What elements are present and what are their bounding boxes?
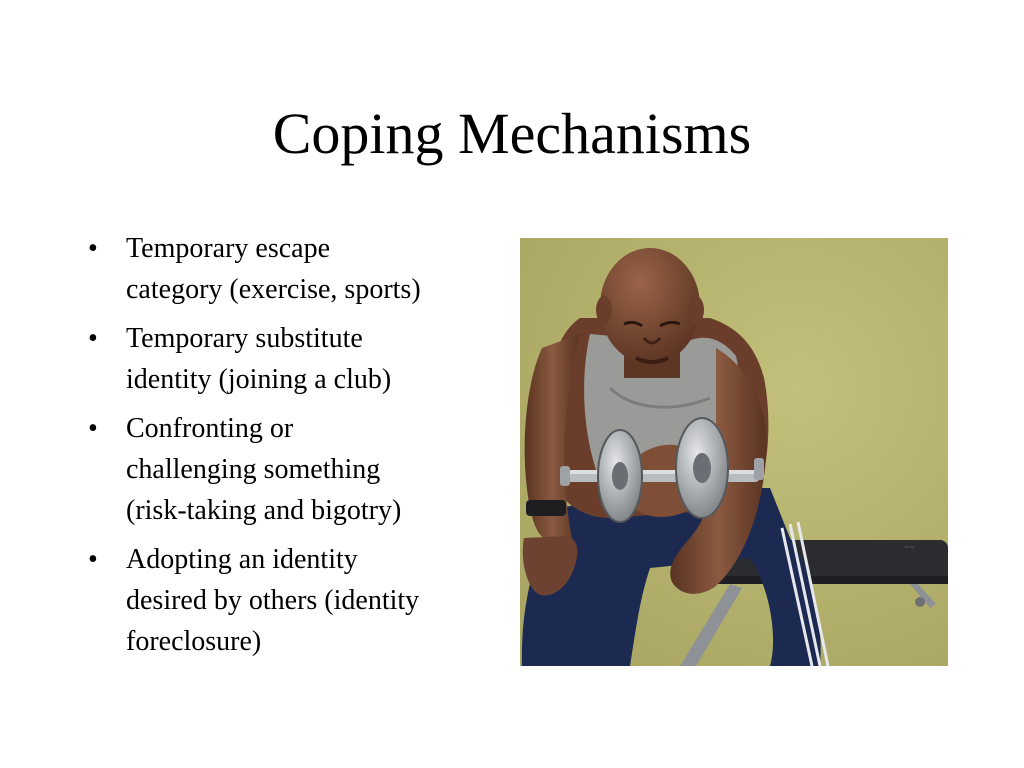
bullet-line: category (exercise, sports) <box>126 274 421 305</box>
bullet-line: foreclosure) <box>126 626 262 657</box>
bullet-item <box>84 539 504 662</box>
bullet-item <box>84 318 504 400</box>
wristwatch <box>526 500 566 516</box>
man-lifting-dumbbell-illustration <box>520 238 948 666</box>
bullet-line: Temporary escape <box>126 233 331 264</box>
bullet-dot: • <box>88 413 98 444</box>
bullet-dot: • <box>88 544 98 575</box>
exercise-photo <box>520 238 948 666</box>
bullet-list <box>84 228 504 670</box>
bullet-line: Confronting or <box>126 413 294 444</box>
bullet-item <box>84 228 504 310</box>
bullet-line: Temporary substitute <box>126 323 363 354</box>
bullet-dot: • <box>88 323 98 354</box>
bullet-line: (risk-taking and bigotry) <box>126 495 402 526</box>
slide-title: Coping Mechanisms <box>272 101 752 166</box>
bullet-dot: • <box>88 233 98 264</box>
bullet-line: Adopting an identity <box>126 544 358 575</box>
bullet-line: challenging something <box>126 454 381 485</box>
bullet-line: identity (joining a club) <box>126 364 392 395</box>
svg-text:~~: ~~ <box>904 542 915 552</box>
bullet-item <box>84 408 504 531</box>
bullet-line: desired by others (identity <box>126 585 420 616</box>
